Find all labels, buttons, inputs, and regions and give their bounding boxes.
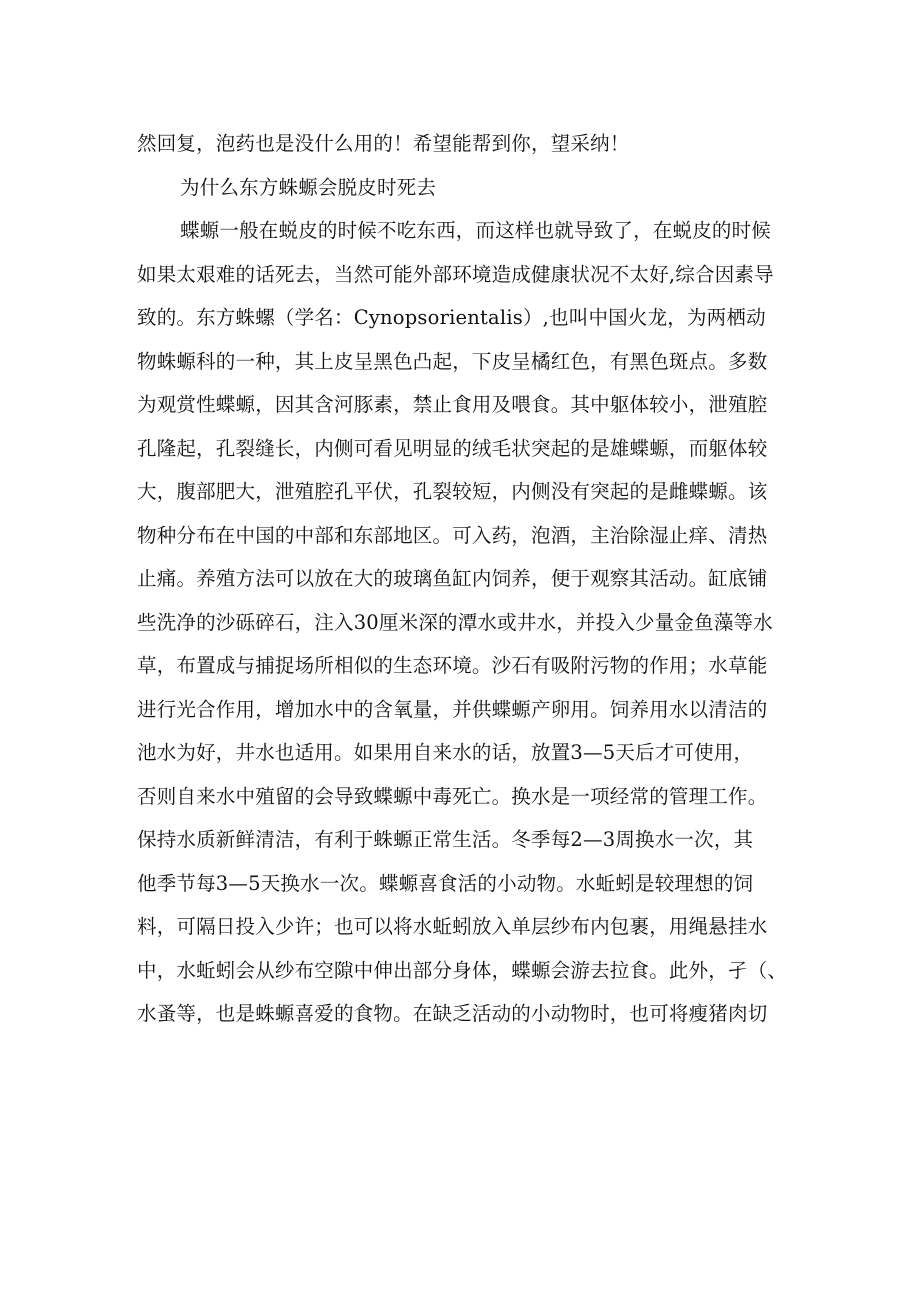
text-line: 致的。东方蛛螺（学名：Cynopsorientalis）,也叫中国火龙，为两栖动	[137, 306, 766, 329]
text-line: 料，可隔日投入少许；也可以将水蚯蚓放入单层纱布内包裹，用绳悬挂水	[137, 915, 768, 938]
text-line: 然回复，泡药也是没什么用的！希望能帮到你，望采纳！	[137, 132, 630, 155]
text-line: 孔隆起，孔裂缝长，内侧可看见明显的绒毛状突起的是雄蝶螈，而躯体较	[137, 436, 768, 460]
text-line: 草，布置成与捕捉场所相似的生态环境。沙石有吸附污物的作用；水草能	[137, 654, 768, 677]
text-line: 进行光合作用，增加水中的含氧量，并供蝶螈产卵用。饲养用水以清洁的	[137, 697, 768, 721]
text-line: 物蛛螈科的一种，其上皮呈黑色凸起，下皮呈橘红色，有黑色斑点。多数	[137, 349, 768, 373]
text-line: 他季节每3—5天换水一次。蝶螈喜食活的小动物。水蚯蚓是较理想的饲	[137, 871, 754, 895]
text-line: 保持水质新鲜清洁，有利于蛛螈正常生活。冬季每2—3周换水一次，其	[137, 828, 754, 851]
text-line: 蝶螈一般在蜕皮的时候不吃东西，而这样也就导致了，在蜕皮的时候	[180, 219, 772, 242]
text-line: 些洗净的沙砾碎石，注入30厘米深的潭水或井水，并投入少量金鱼藻等水	[137, 610, 773, 634]
text-line: 为观赏性蝶螈，因其含河豚素，禁止食用及喂食。其中躯体较小，泄殖腔	[137, 393, 768, 416]
text-line: 如果太艰难的话死去，当然可能外部环境造成健康状况不太好,综合因素导	[137, 262, 774, 286]
text-line: 大，腹部肥大，泄殖腔孔平伏，孔裂较短，内侧没有突起的是雌蝶螈。该	[137, 480, 768, 503]
text-line: 否则自来水中殖留的会导致蝶螈中毒死亡。换水是一项经常的管理工作。	[137, 784, 768, 808]
text-line: 物种分布在中国的中部和东部地区。可入药，泡酒，主治除湿止痒、清热	[137, 523, 768, 547]
text-line: 池水为好，井水也适用。如果用自来水的话，放置3—5天后才可使用，	[137, 741, 754, 764]
body-text	[137, 122, 788, 1036]
section-heading: 为什么东方蛛螈会脱皮时死去	[180, 175, 437, 199]
text-line: 中，水蚯蚓会从纱布空隙中伸出部分身体，蝶螈会游去拉食。此外，孑（、	[137, 958, 788, 982]
text-line: 止痛。养殖方法可以放在大的玻璃鱼缸内饲养，便于观察其活动。缸底铺	[137, 567, 768, 590]
text-line: 水蚤等，也是蛛螈喜爱的食物。在缺乏活动的小动物时，也可将瘦猪肉切	[137, 1002, 768, 1025]
